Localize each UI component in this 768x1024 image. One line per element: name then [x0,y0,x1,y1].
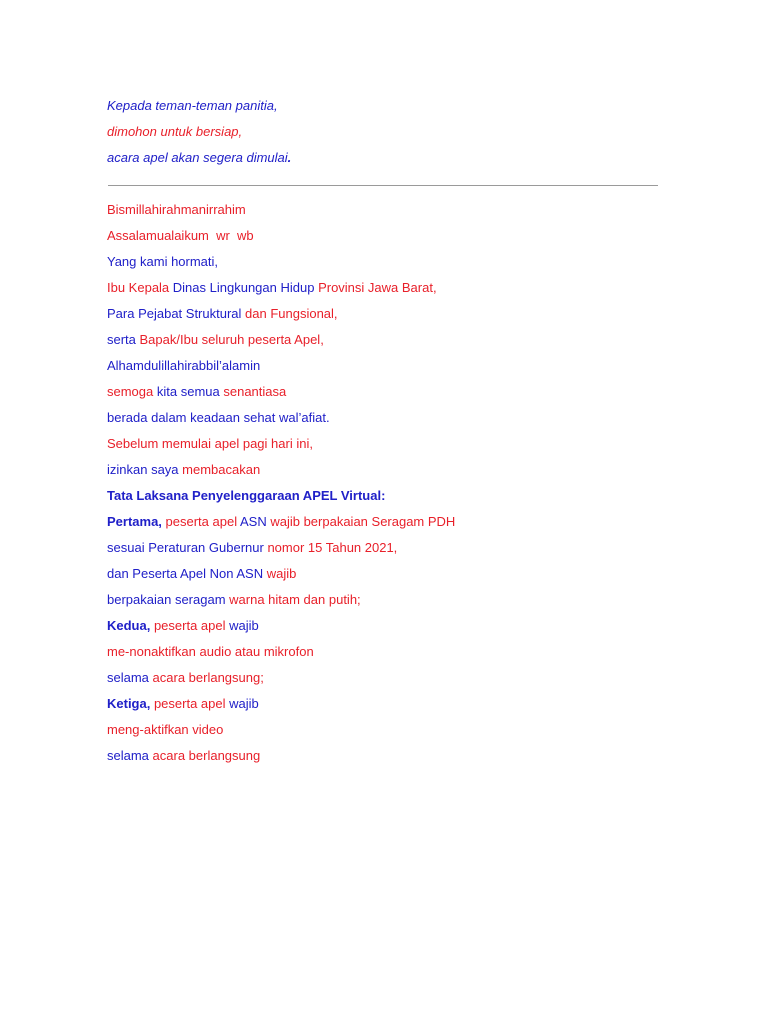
script-line [107,538,455,564]
text-segment: Sebelum memulai apel pagi hari ini, [107,436,313,451]
script-block [107,200,455,772]
text-segment: sesuai Peraturan Gubernur [107,540,268,555]
text-segment: Ibu Kepala [107,280,173,295]
text-segment: Kepada teman-teman panitia, [107,98,278,113]
intro-line [107,148,291,174]
script-line [107,226,455,252]
text-segment: Bismillahirahmanirrahim [107,202,246,217]
text-segment: dimohon untuk bersiap, [107,124,243,139]
text-segment: wajib [229,618,259,633]
intro-line [107,96,291,122]
script-line [107,434,455,460]
script-line [107,200,455,226]
text-segment: wajib [229,696,259,711]
text-segment: me-nonaktifkan audio atau mikrofon [107,644,314,659]
text-segment: wajib [266,566,297,581]
script-line [107,330,455,356]
text-segment: Provinsi Jawa Barat, [318,280,437,295]
text-segment: Para Pejabat Struktural [107,306,246,321]
script-line [107,564,455,590]
text-segment: wajib [270,514,304,529]
text-segment: acara apel akan segera dimulai [107,150,288,165]
script-line [107,590,455,616]
text-segment: warna hitam dan putih; [229,592,361,607]
intro-line [107,122,291,148]
intro-block [107,96,291,174]
script-line [107,668,455,694]
text-segment: berpakaian Seragam PDH [303,514,456,529]
script-line [107,512,455,538]
text-segment: serta [107,332,140,347]
text-segment: peserta apel [161,514,240,529]
text-segment: acara berlangsung; [152,670,264,685]
text-segment: selama [107,670,153,685]
script-line [107,746,455,772]
script-line [107,720,455,746]
text-segment: nomor 15 Tahun 2021, [267,540,398,555]
divider-line [108,185,658,186]
script-line [107,382,455,408]
script-line [107,642,455,668]
script-line [107,460,455,486]
text-segment: izinkan saya [107,462,183,477]
text-segment: peserta apel [150,696,230,711]
text-segment: peserta apel [150,618,230,633]
script-line [107,278,455,304]
text-segment: Tata Laksana Penyelenggaraan APEL Virtual: [107,488,386,503]
text-segment: meng-aktifkan video [107,722,224,737]
text-segment: berpakaian seragam [107,592,230,607]
script-line [107,252,455,278]
text-segment: kita semua [156,384,224,399]
text-segment: Yang kami hormati, [107,254,219,269]
script-line [107,616,455,642]
text-segment: . [287,150,292,165]
text-segment: selama [107,748,153,763]
text-segment: acara berlangsung [152,748,261,763]
text-segment: ASN [239,514,271,529]
text-segment: semoga [107,384,157,399]
text-segment: Ketiga, [107,696,151,711]
script-line [107,694,455,720]
text-segment: dan Fungsional, [245,306,338,321]
text-segment: Alhamdulillahirabbil’alamin [107,358,261,373]
text-segment: membacakan [182,462,261,477]
script-line [107,356,455,382]
script-line [107,408,455,434]
text-segment: senantiasa [223,384,287,399]
text-segment: Bapak/Ibu seluruh peserta Apel, [139,332,324,347]
text-segment: Dinas Lingkungan Hidup [172,280,319,295]
script-line [107,486,455,512]
text-segment: dan Peserta Apel Non ASN [107,566,267,581]
script-line [107,304,455,330]
text-segment: berada dalam keadaan sehat wal’afiat. [107,410,330,425]
text-segment: Assalamualaikum wr wb [107,228,254,243]
text-segment: Kedua, [107,618,151,633]
text-segment: Pertama, [107,514,162,529]
